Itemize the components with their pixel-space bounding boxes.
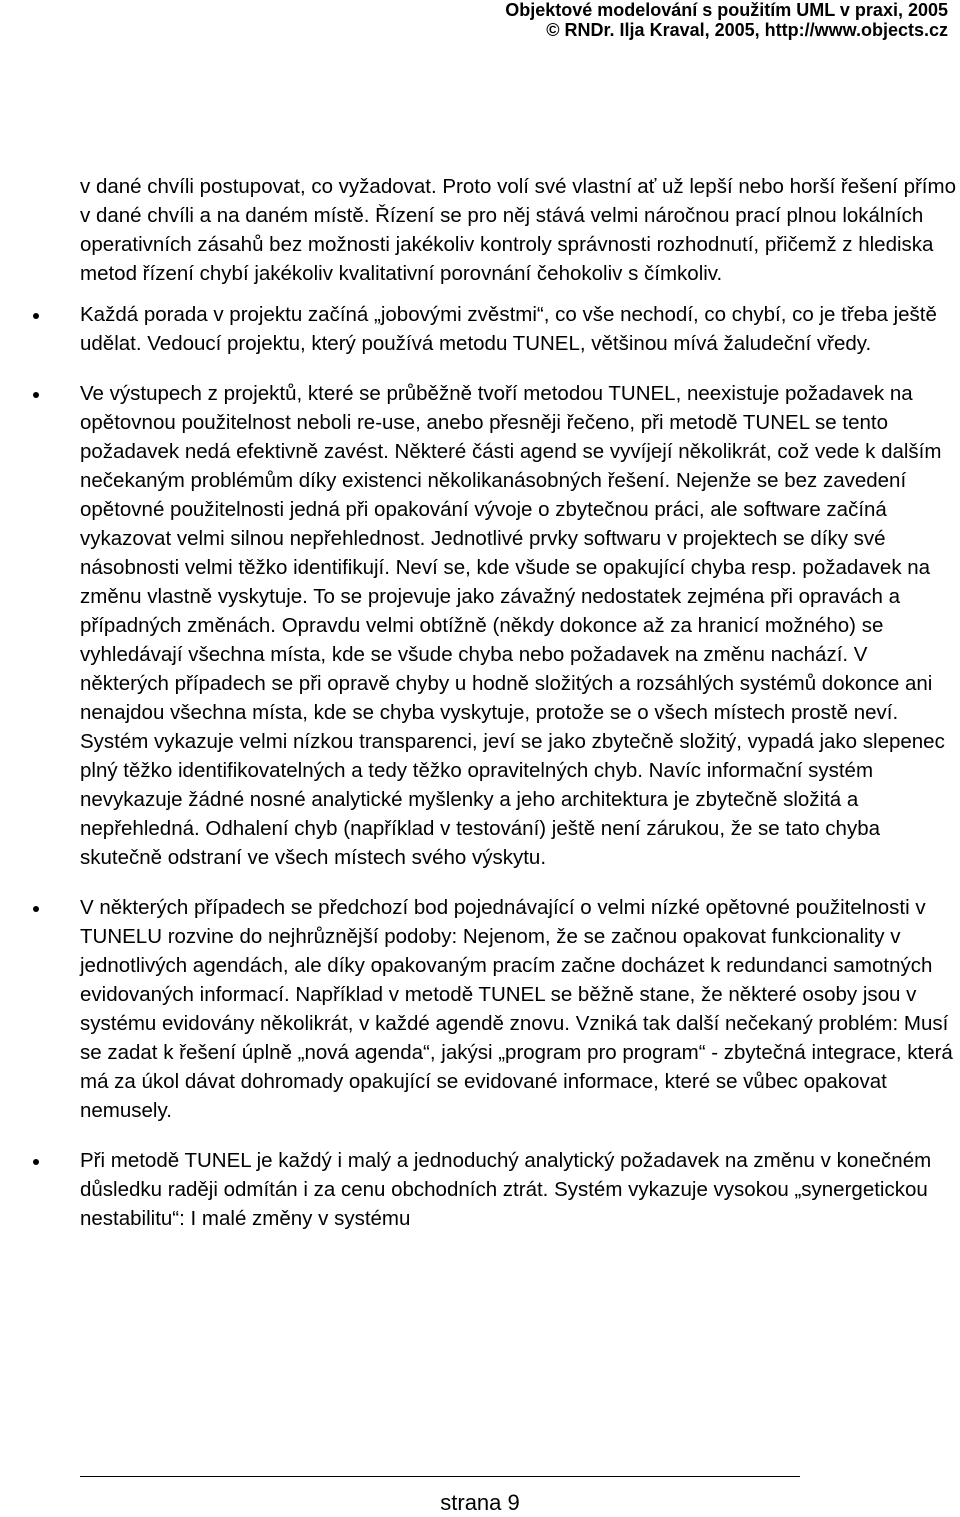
bullet-item <box>80 1146 958 1233</box>
bullet-list <box>80 300 958 1233</box>
document-body <box>80 172 958 1254</box>
bullet-text: V některých případech se předchozí bod pojednávající o velmi nízké opětovné použitelnosti v TUNELU rozvine do nejhrůznější podoby: Nejenom, že se začnou opakovat funkcionality v jednotlivých agendách, ale díky opakovaným pracím začne docházet k redundanci samotných evidovaných informací. Například v metodě TUNEL se běžně stane, že některé osoby jsou v systému evidovány několikrát, v každé agendě znovu. Vzniká tak další nečekaný problém: Musí se zadat k řešení úplně „nová agenda“, jakýsi „program pro program“ - zbytečná integrace, která má za úkol dávat dohromady opakující se evidované informace, které se vůbec opakovat nemusely. <box>80 896 953 1122</box>
bullet-item <box>80 379 958 872</box>
bullet-item <box>80 893 958 1125</box>
bullet-icon <box>33 313 39 319</box>
header-title: Objektové modelování s použitím UML v praxi, 2005 <box>505 0 948 20</box>
footer-divider <box>80 1476 800 1477</box>
bullet-text: Každá porada v projektu začíná „jobovými zvěstmi“, co vše nechodí, co chybí, co je třeba ještě udělat. Vedoucí projektu, který používá metodu TUNEL, většinou mívá žaludeční vředy. <box>80 303 937 355</box>
bullet-icon <box>33 1159 39 1165</box>
lead-paragraph: v dané chvíli postupovat, co vyžadovat. Proto volí své vlastní ať už lepší nebo horší řešení přímo v dané chvíli a na daném místě. Řízení se pro něj stává velmi náročnou prací plnou lokálních operativních zásahů bez možnosti jakékoliv kontroly správnosti rozhodnutí, přičemž z hlediska metod řízení chybí jakékoliv kvalitativní porovnání čehokoliv s čímkoliv. <box>80 175 956 285</box>
bullet-icon <box>33 906 39 912</box>
page-number: strana 9 <box>440 1490 520 1515</box>
bullet-icon <box>33 392 39 398</box>
bullet-text: Ve výstupech z projektů, které se průběžně tvoří metodou TUNEL, neexistuje požadavek na opětovnou použitelnost neboli re-use, anebo přesněji řečeno, při metodě TUNEL se tento požadavek nedá efektivně zavést. Některé části agend se vyvíjejí několikrát, což vede k dalším nečekaným problémům díky existenci několikanásobných řešení. Nejenže se bez zavedení opětovné použitelnosti jedná při opakování vývoje o zbytečnou práci, ale software začíná vykazovat velmi silnou nepřehlednost. Jednotlivé prvky softwaru v projektech se díky své násobnosti velmi těžko identifikují. Neví se, kde všude se opakující chyba resp. požadavek na změnu vlastně vyskytuje. To se projevuje jako závažný nedostatek zejména při opravách a případných změnách. Opravdu velmi obtížně (někdy dokonce až za hranicí možného) se vyhledávají všechna místa, kde se všude chyba nebo požadavek na změnu nachází. V některých případech se při opravě chyby u hodně složitých a rozsáhlých systémů dokonce ani nenajdou všechna místa, kde se chyba vyskytuje, protože se o všech místech prostě neví. Systém vykazuje velmi nízkou transparenci, jeví se jako zbytečně složitý, vypadá jako slepenec plný těžko identifikovatelných a tedy těžko opravitelných chyb. Navíc informační systém nevykazuje žádné nosné analytické myšlenky a jeho architektura je zbytečně složitá a nepřehledná. Odhalení chyb (například v testování) ještě není zárukou, že se tato chyba skutečně odstraní ve všech místech svého výskytu. <box>80 382 945 869</box>
page-header <box>0 0 960 42</box>
header-copyright: © RNDr. Ilja Kraval, 2005, http://www.objects.cz <box>546 20 948 40</box>
bullet-item <box>80 300 958 358</box>
bullet-text: Při metodě TUNEL je každý i malý a jednoduchý analytický požadavek na změnu v konečném důsledku raději odmítán i za cenu obchodních ztrát. Systém vykazuje vysokou „synergetickou nestabilitu“: I malé změny v systému <box>80 1149 932 1230</box>
